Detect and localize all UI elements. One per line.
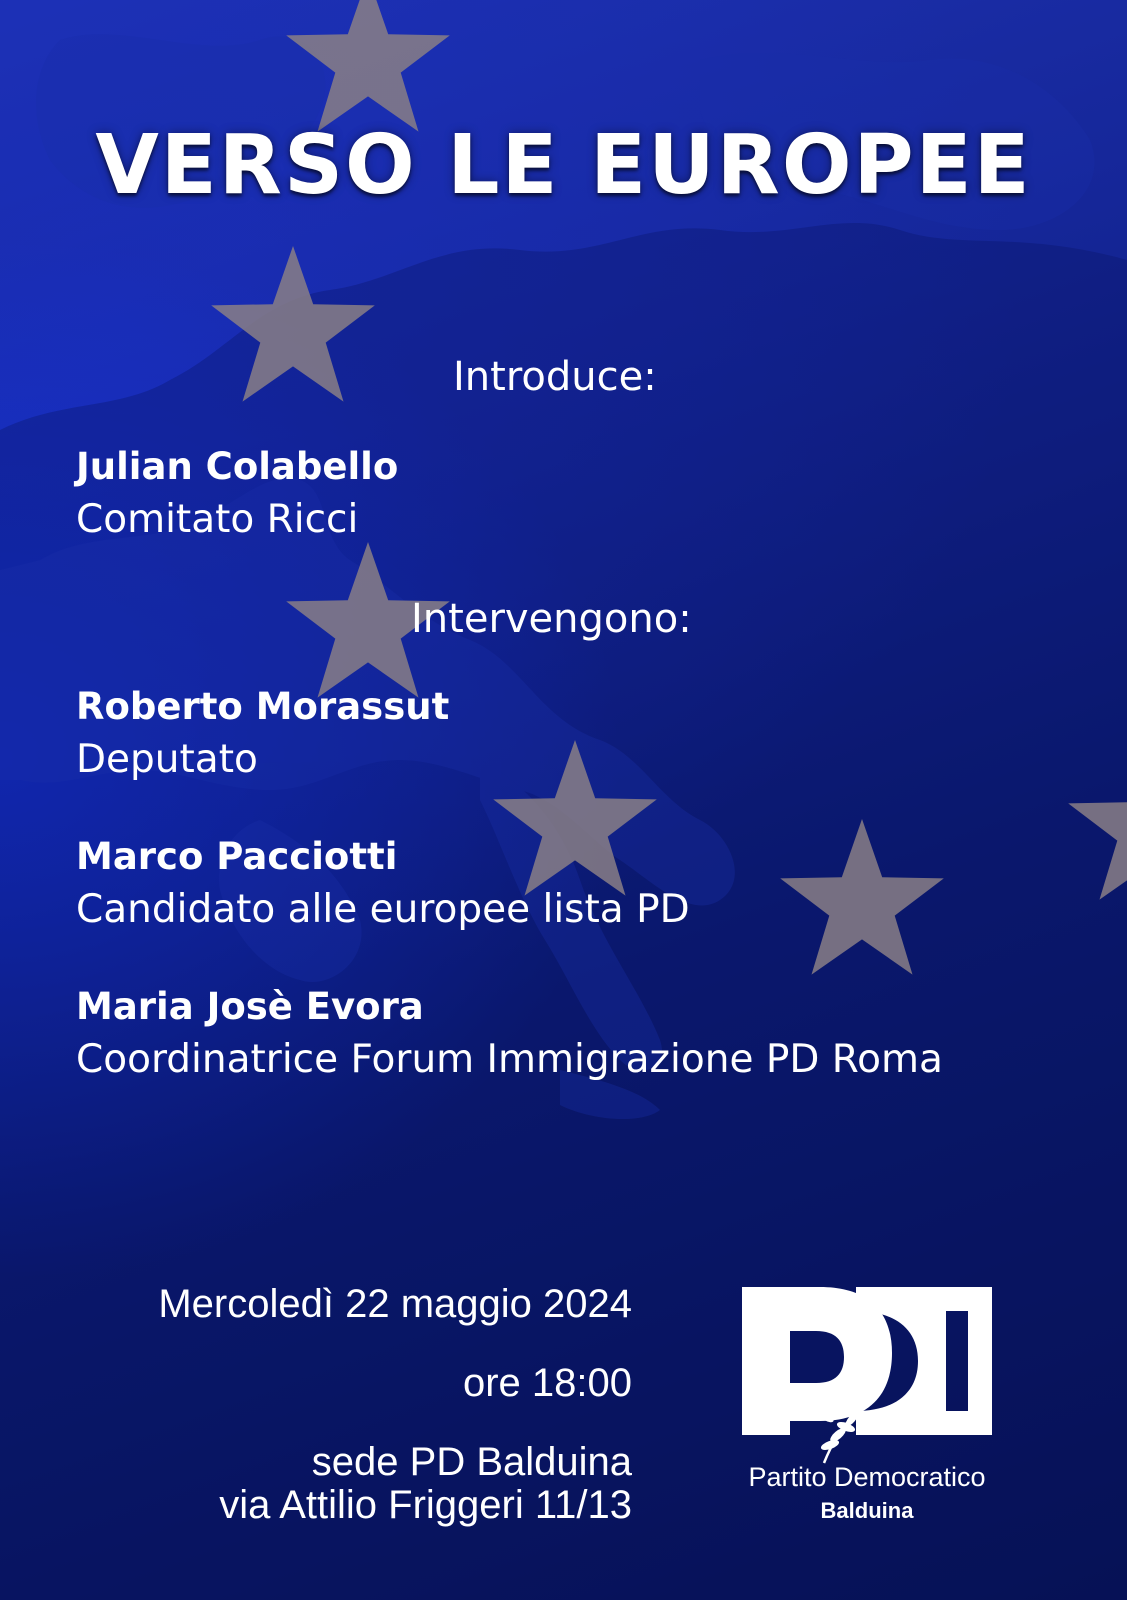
speaker-name: Marco Pacciotti — [76, 835, 398, 878]
event-time: ore 18:00 — [462, 1361, 632, 1405]
event-address: via Attilio Friggeri 11/13 — [219, 1483, 632, 1527]
event-date: Mercoledì 22 maggio 2024 — [158, 1282, 632, 1326]
speaker-role: Comitato Ricci — [76, 497, 359, 542]
logo-party-name: Partito Democratico — [748, 1462, 986, 1492]
logo-branch: Balduina — [820, 1498, 914, 1523]
speaker-name: Maria Josè Evora — [76, 985, 424, 1028]
interventions-label: Intervengono: — [411, 596, 692, 642]
speaker-name: Julian Colabello — [76, 445, 399, 488]
speaker-role: Coordinatrice Forum Immigrazione PD Roma — [76, 1037, 943, 1082]
speaker-name: Roberto Morassut — [76, 685, 450, 728]
event-venue: sede PD Balduina — [311, 1440, 632, 1484]
speaker-role: Deputato — [76, 737, 258, 782]
speaker — [76, 444, 1106, 550]
eu-star-icon — [286, 0, 450, 132]
speaker — [76, 984, 1106, 1090]
speaker — [76, 834, 1106, 940]
speaker-role: Candidato alle europee lista PD — [76, 887, 690, 932]
page-title: VERSO LE EUROPEE — [95, 118, 1032, 213]
eu-star-icon — [211, 246, 375, 402]
introduce-label: Introduce: — [453, 354, 657, 400]
speaker — [76, 684, 1106, 790]
